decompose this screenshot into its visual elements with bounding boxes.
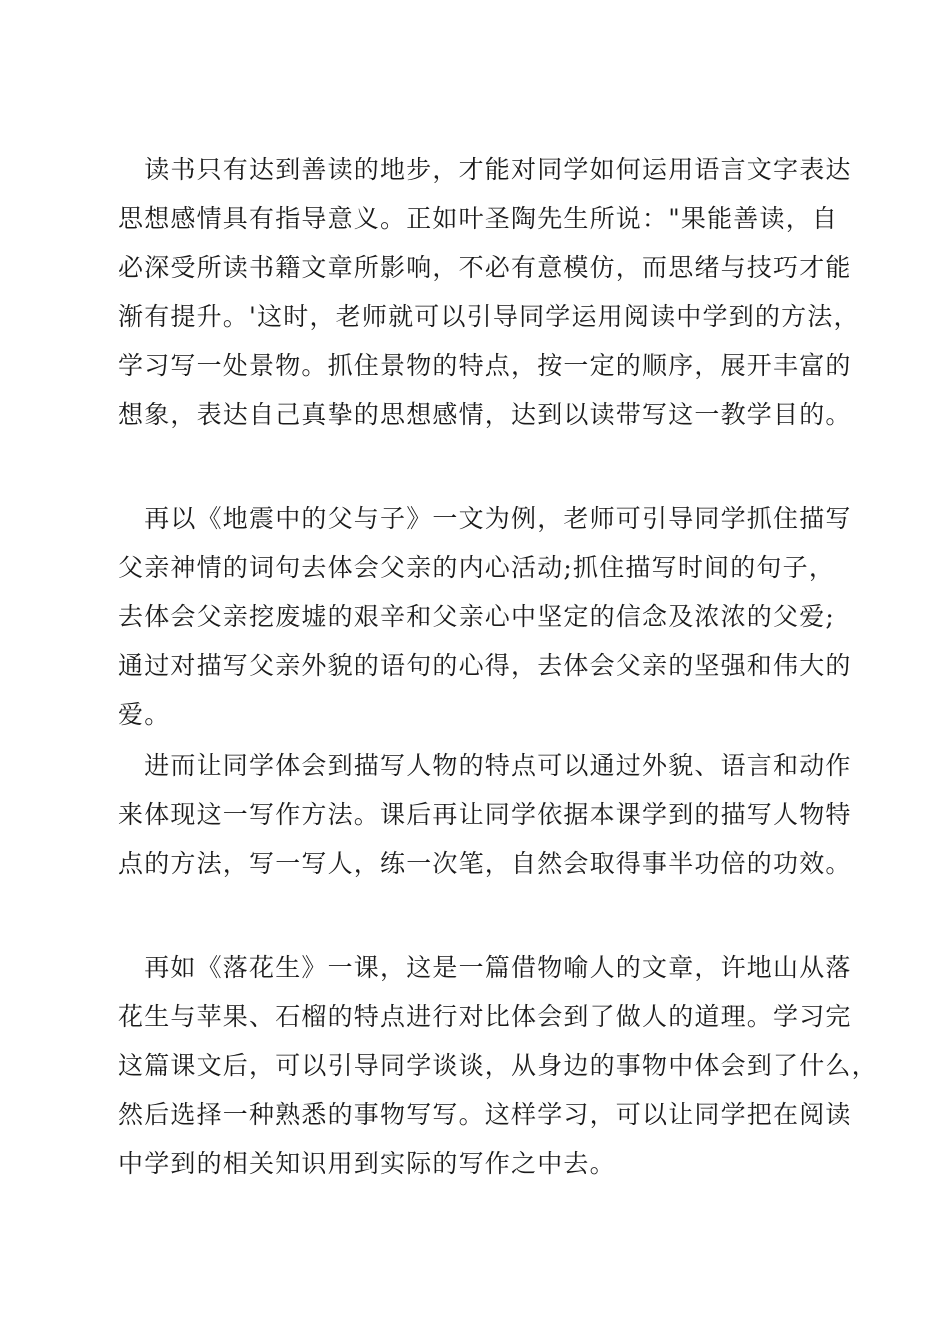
text-line: 通过对描写父亲外貌的语句的心得，去体会父亲的坚强和伟大的 (118, 651, 852, 680)
paragraph-1 (118, 145, 860, 439)
text-line: 思想感情具有指导意义。正如叶圣陶先生所说："果能善读，自 (118, 204, 839, 233)
text-line: 读书只有达到善读的地步，才能对同学如何运用语言文字表达 (118, 155, 852, 184)
text-line: 渐有提升。'这时，老师就可以引导同学运用阅读中学到的方法， (118, 302, 860, 331)
text-line: 父亲神情的词句去体会父亲的内心活动;抓住描写时间的句子， (118, 553, 836, 582)
text-line: 中学到的相关知识用到实际的写作之中去。 (118, 1149, 616, 1178)
text-line: 花生与苹果、石榴的特点进行对比体会到了做人的道理。学习完 (118, 1002, 852, 1031)
paragraph-3 (118, 741, 852, 888)
text-line: 学习写一处景物。抓住景物的特点，按一定的顺序，展开丰富的 (118, 351, 852, 380)
text-line: 去体会父亲挖废墟的艰辛和父亲心中坚定的信念及浓浓的父爱; (118, 602, 836, 631)
paragraph-2 (118, 494, 852, 739)
text-line: 进而让同学体会到描写人物的特点可以通过外貌、语言和动作 (118, 751, 852, 780)
text-line: 想象，表达自己真挚的思想感情，达到以读带写这一教学目的。 (118, 400, 852, 429)
text-line: 来体现这一写作方法。课后再让同学依据本课学到的描写人物特 (118, 800, 852, 829)
text-line: 再如《落花生》一课，这是一篇借物喻人的文章，许地山从落 (118, 953, 852, 982)
text-line: 然后选择一种熟悉的事物写写。这样学习，可以让同学把在阅读 (118, 1100, 852, 1129)
paragraph-4 (118, 943, 878, 1188)
text-line: 爱。 (118, 700, 171, 729)
text-line: 再以《地震中的父与子》一文为例，老师可引导同学抓住描写 (118, 504, 852, 533)
text-line: 这篇课文后，可以引导同学谈谈，从身边的事物中体会到了什么， (118, 1051, 878, 1080)
text-line: 点的方法，写一写人，练一次笔，自然会取得事半功倍的功效。 (118, 849, 852, 878)
text-line: 必深受所读书籍文章所影响，不必有意模仿，而思绪与技巧才能 (118, 253, 852, 282)
